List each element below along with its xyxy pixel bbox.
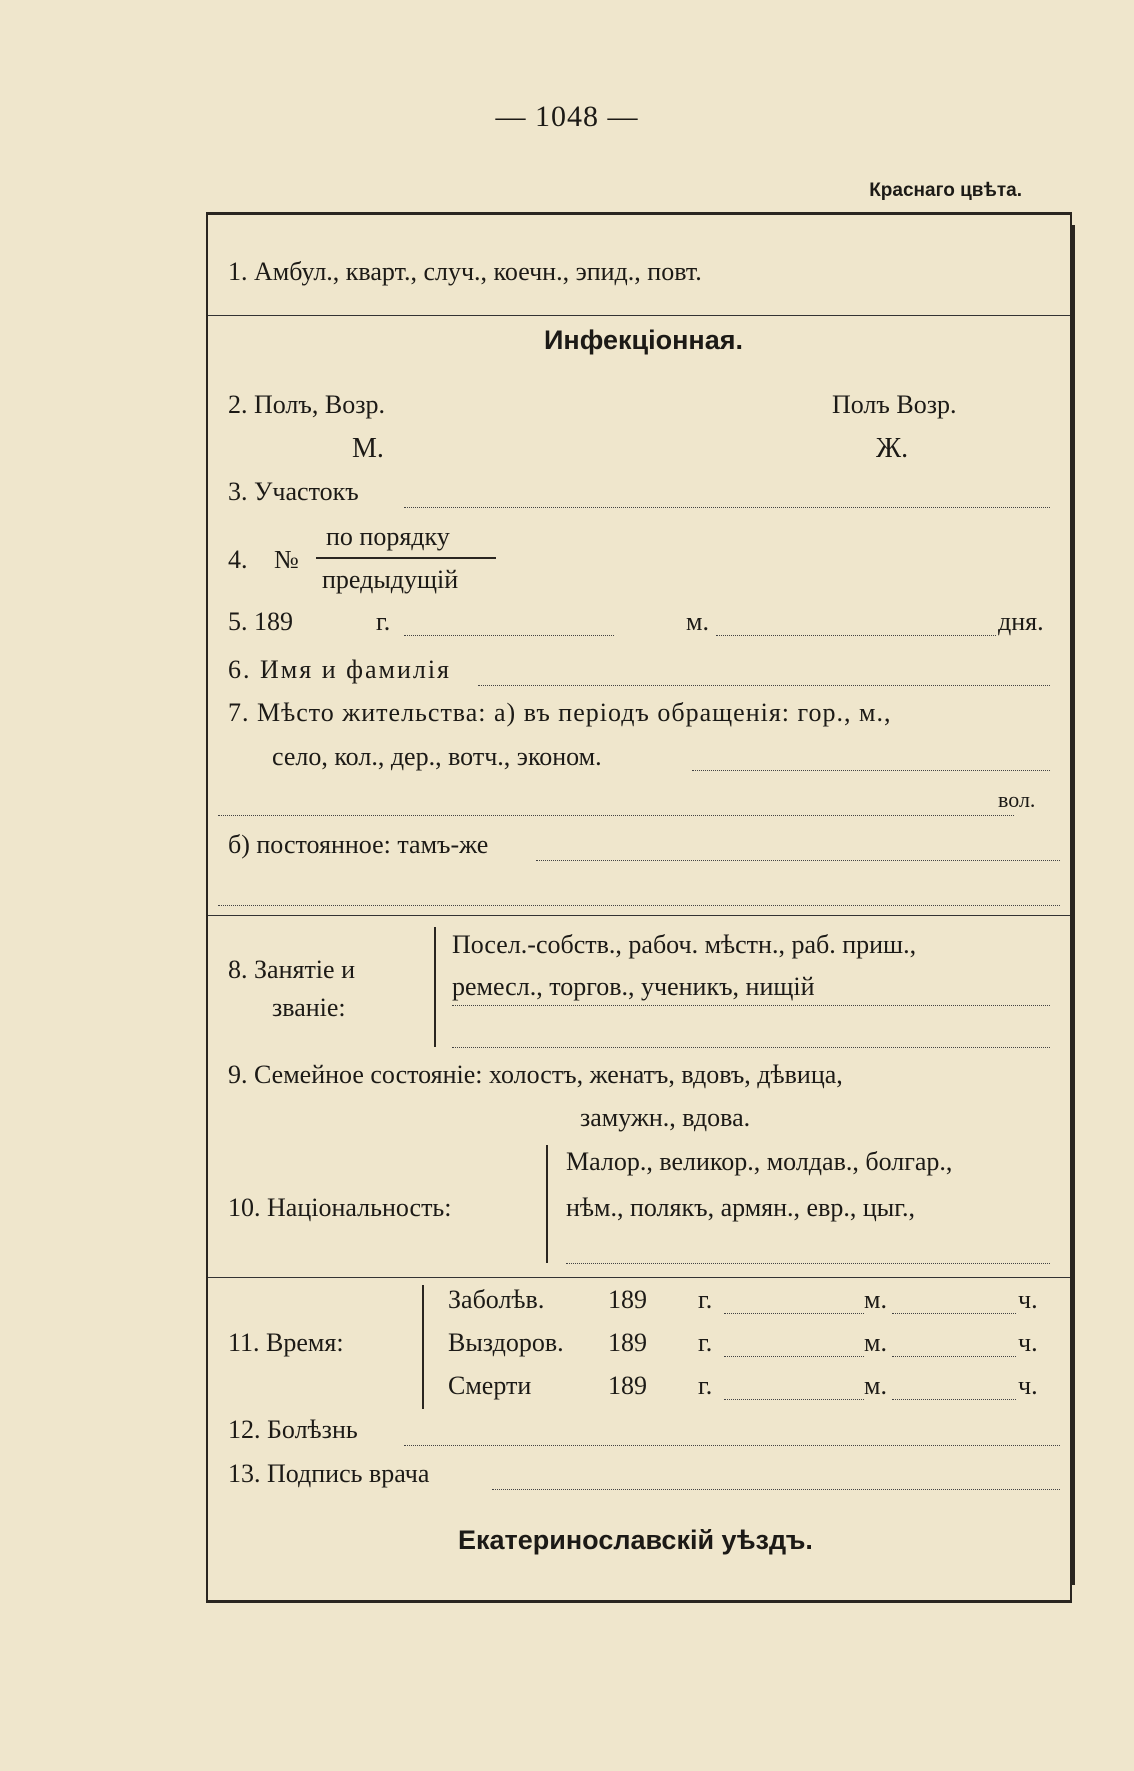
time-recovery-g: г. (698, 1328, 713, 1357)
row-4-number: 4. (228, 545, 248, 574)
row-6-name-label: 6. Имя и фамилія (228, 655, 452, 684)
time-death-label: Смерти (448, 1371, 532, 1400)
row-9-marital-label: 9. Семейное состояніе: холостъ, женатъ, вдовъ, дѣвица, (228, 1060, 843, 1089)
time-death-year: 189 (608, 1371, 647, 1400)
footer-district: Екатеринославскій уѣздъ. (458, 1525, 813, 1555)
onset-hour-field[interactable] (892, 1313, 1016, 1314)
time-recovery-h: ч. (1018, 1328, 1038, 1357)
row-8-occupation-label: 8. Занятіе и (228, 955, 355, 984)
row-8-occupation-label-2: званіе: (272, 993, 346, 1022)
death-hour-field[interactable] (892, 1399, 1016, 1400)
time-onset-h: ч. (1018, 1285, 1038, 1314)
ordinal-label: по порядку (326, 522, 450, 551)
divider (208, 315, 1070, 316)
male-label: М. (352, 433, 384, 464)
time-recovery-m: м. (864, 1328, 887, 1357)
year-suffix: г. (376, 607, 391, 636)
time-death-g: г. (698, 1371, 713, 1400)
name-field[interactable] (478, 685, 1050, 686)
brace (546, 1145, 548, 1263)
day-field[interactable] (716, 635, 996, 636)
occupation-field-2[interactable] (452, 1047, 1050, 1048)
marital-options-2: замужн., вдова. (580, 1103, 751, 1132)
female-label: Ж. (876, 433, 909, 464)
time-recovery-label: Выздоров. (448, 1328, 564, 1357)
nationality-options-2: нѣм., полякъ, армян., евр., цыг., (566, 1193, 915, 1222)
row-3-district-label: 3. Участокъ (228, 477, 359, 506)
number-sign: № (274, 545, 299, 574)
divider (208, 915, 1070, 916)
residence-field[interactable] (692, 770, 1050, 771)
brace (422, 1285, 424, 1409)
time-recovery-year: 189 (608, 1328, 647, 1357)
onset-month-field[interactable] (724, 1313, 864, 1314)
day-suffix: дня. (998, 607, 1044, 636)
permanent-residence-label: б) постоянное: тамъ-же (228, 830, 489, 859)
row-11-time-label: 11. Время: (228, 1328, 344, 1357)
occupation-options-2: ремесл., торгов., ученикъ, нищій (452, 972, 815, 1001)
time-onset-m: м. (864, 1285, 887, 1314)
row-13-signature-label: 13. Подпись врача (228, 1459, 430, 1488)
row-1-type: 1. Амбул., кварт., случ., коечн., эпид., повт. (228, 257, 702, 286)
card-title: Инфекціонная. (544, 325, 743, 355)
recovery-month-field[interactable] (724, 1356, 864, 1357)
residence-options: село, кол., дер., вотч., эконом. (272, 742, 602, 771)
previous-label: предыдущій (322, 565, 459, 594)
row-2-sex-age-label: 2. Полъ, Возр. (228, 390, 385, 419)
month-field[interactable] (404, 635, 614, 636)
row-5-year: 5. 189 (228, 607, 293, 636)
card-right-rule (1072, 225, 1075, 1585)
row-2-sex-age-label-right: Полъ Возр. (832, 390, 957, 419)
time-onset-g: г. (698, 1285, 713, 1314)
volost-label: вол. (998, 787, 1036, 812)
time-death-h: ч. (1018, 1371, 1038, 1400)
registration-card (206, 212, 1072, 1603)
row-7-residence-label: 7. Мѣсто жительства: а) въ періодъ обращенія: гор., м., (228, 698, 892, 727)
row-12-disease-label: 12. Болѣзнь (228, 1415, 358, 1444)
residence-field-2[interactable] (218, 815, 1014, 816)
color-note: Краснаго цвѣта. (869, 180, 1022, 201)
month-suffix: м. (686, 607, 709, 636)
nationality-options-1: Малор., великор., молдав., болгар., (566, 1147, 953, 1176)
disease-field[interactable] (404, 1445, 1060, 1446)
divider (208, 1277, 1070, 1278)
nationality-field[interactable] (566, 1263, 1050, 1264)
time-death-m: м. (864, 1371, 887, 1400)
time-onset-year: 189 (608, 1285, 647, 1314)
occupation-field[interactable] (452, 1005, 1050, 1006)
occupation-options-1: Посел.-собств., рабоч. мѣстн., раб. приш., (452, 930, 917, 959)
fraction-line (316, 557, 496, 559)
death-month-field[interactable] (724, 1399, 864, 1400)
signature-field[interactable] (492, 1489, 1060, 1490)
time-onset-label: Заболѣв. (448, 1285, 545, 1314)
brace (434, 927, 436, 1047)
row-10-nationality-label: 10. Національность: (228, 1193, 452, 1222)
page-number: — 1048 — (495, 100, 639, 133)
recovery-hour-field[interactable] (892, 1356, 1016, 1357)
permanent-residence-field-2[interactable] (218, 905, 1060, 906)
district-field[interactable] (404, 507, 1050, 508)
permanent-residence-field[interactable] (536, 860, 1060, 861)
